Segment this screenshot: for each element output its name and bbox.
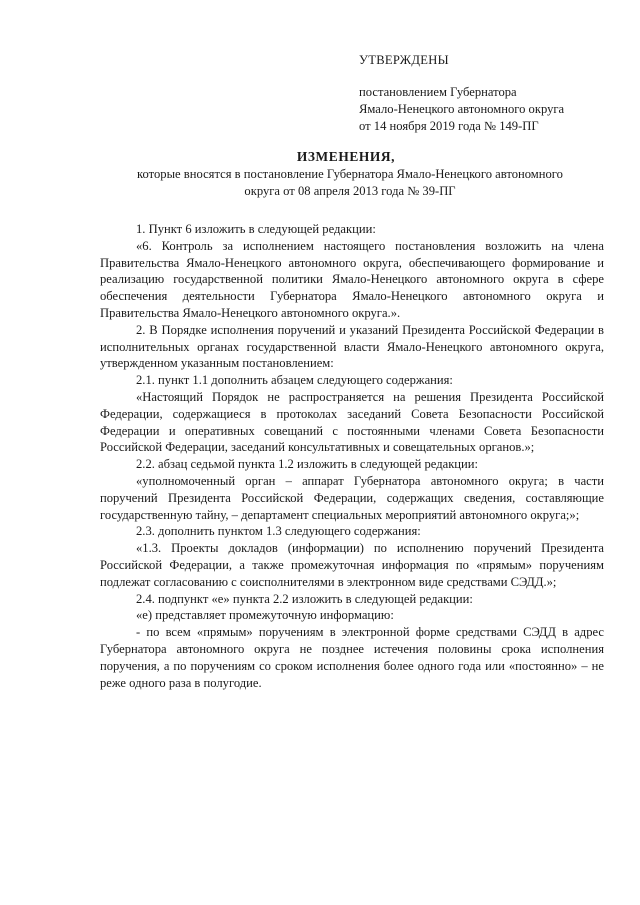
paragraph: «уполномоченный орган – аппарат Губернатора автономного округа; в части поручений Президента Российской Федерации, содержащих сведения, составляющие государственную тайну, – департамент специальных мероприятий автономного округа;»; (100, 473, 604, 522)
paragraph: «1.3. Проекты докладов (информации) по исполнению поручений Президента Российской Федерации, а также промежуточная информация по «прямым» поручениям подлежат согласованию с соисполнителями в электронном виде средствами СЭДД.»; (100, 541, 604, 589)
paragraph: «6. Контроль за исполнением настоящего постановления возложить на члена Правительства Ямало-Ненецкого автономного округа, обеспечивающего формирование и реализацию государственной политики Ямало-Ненецкого автономного округа в сфере обеспечения деятельности Губернатора Ямало-Ненецкого автономного округа и Правительства Ямало-Ненецкого автономного округа.». (100, 238, 604, 320)
subtitle-line: округа от 08 апреля 2013 года № 39-ПГ (244, 184, 456, 198)
paragraph: 1. Пункт 6 изложить в следующей редакции: (136, 222, 376, 236)
paragraph: 2.4. подпункт «е» пункта 2.2 изложить в следующей редакции: (136, 591, 473, 606)
subtitle-line: которые вносятся в постановление Губернатора Ямало-Ненецкого автономного (137, 167, 563, 181)
approval-line: от 14 ноября 2019 года № 149-ПГ (359, 119, 539, 133)
document-subtitle (100, 166, 600, 200)
paragraph: 2.2. абзац седьмой пункта 1.2 изложить в следующей редакции: (136, 457, 479, 472)
document-title: ИЗМЕНЕНИЯ, (296, 149, 396, 164)
paragraph: «Настоящий Порядок не распространяется на решения Президента Российской Федерации, содержащиеся в протоколах заседаний Совета Безопасности Российской Федерации и оперативных совещаний с постоянными членами Совета Безопасности Российской Федерации, заседаний консультативных и совещательных органов.»; (100, 389, 604, 455)
paragraph: «е) представляет промежуточную информацию: (136, 608, 394, 623)
paragraph: 2. В Порядке исполнения поручений и указаний Президента Российской Федерации в исполнительных органах государственной власти Ямало-Ненецкого автономного округа, утвержденном указанным постановлением: (100, 322, 604, 371)
approval-heading: УТВЕРЖДЕНЫ (359, 53, 449, 67)
paragraph: 2.3. дополнить пунктом 1.3 следующего содержания: (136, 524, 421, 539)
paragraph: - по всем «прямым» поручениям в электронной форме средствами СЭДД в адрес Губернатора автономного округа не позднее истечения половины срока исполнения поручения, а по поручениям со сроком исполнения более одного года или «постоянно» – не реже одного раза в полугодие. (100, 625, 604, 690)
approval-line: постановлением Губернатора (359, 85, 517, 99)
document-body (100, 221, 604, 691)
approval-line: Ямало-Ненецкого автономного округа (359, 102, 565, 116)
approval-block (359, 52, 619, 135)
paragraph: 2.1. пункт 1.1 дополнить абзацем следующего содержания: (136, 373, 453, 388)
